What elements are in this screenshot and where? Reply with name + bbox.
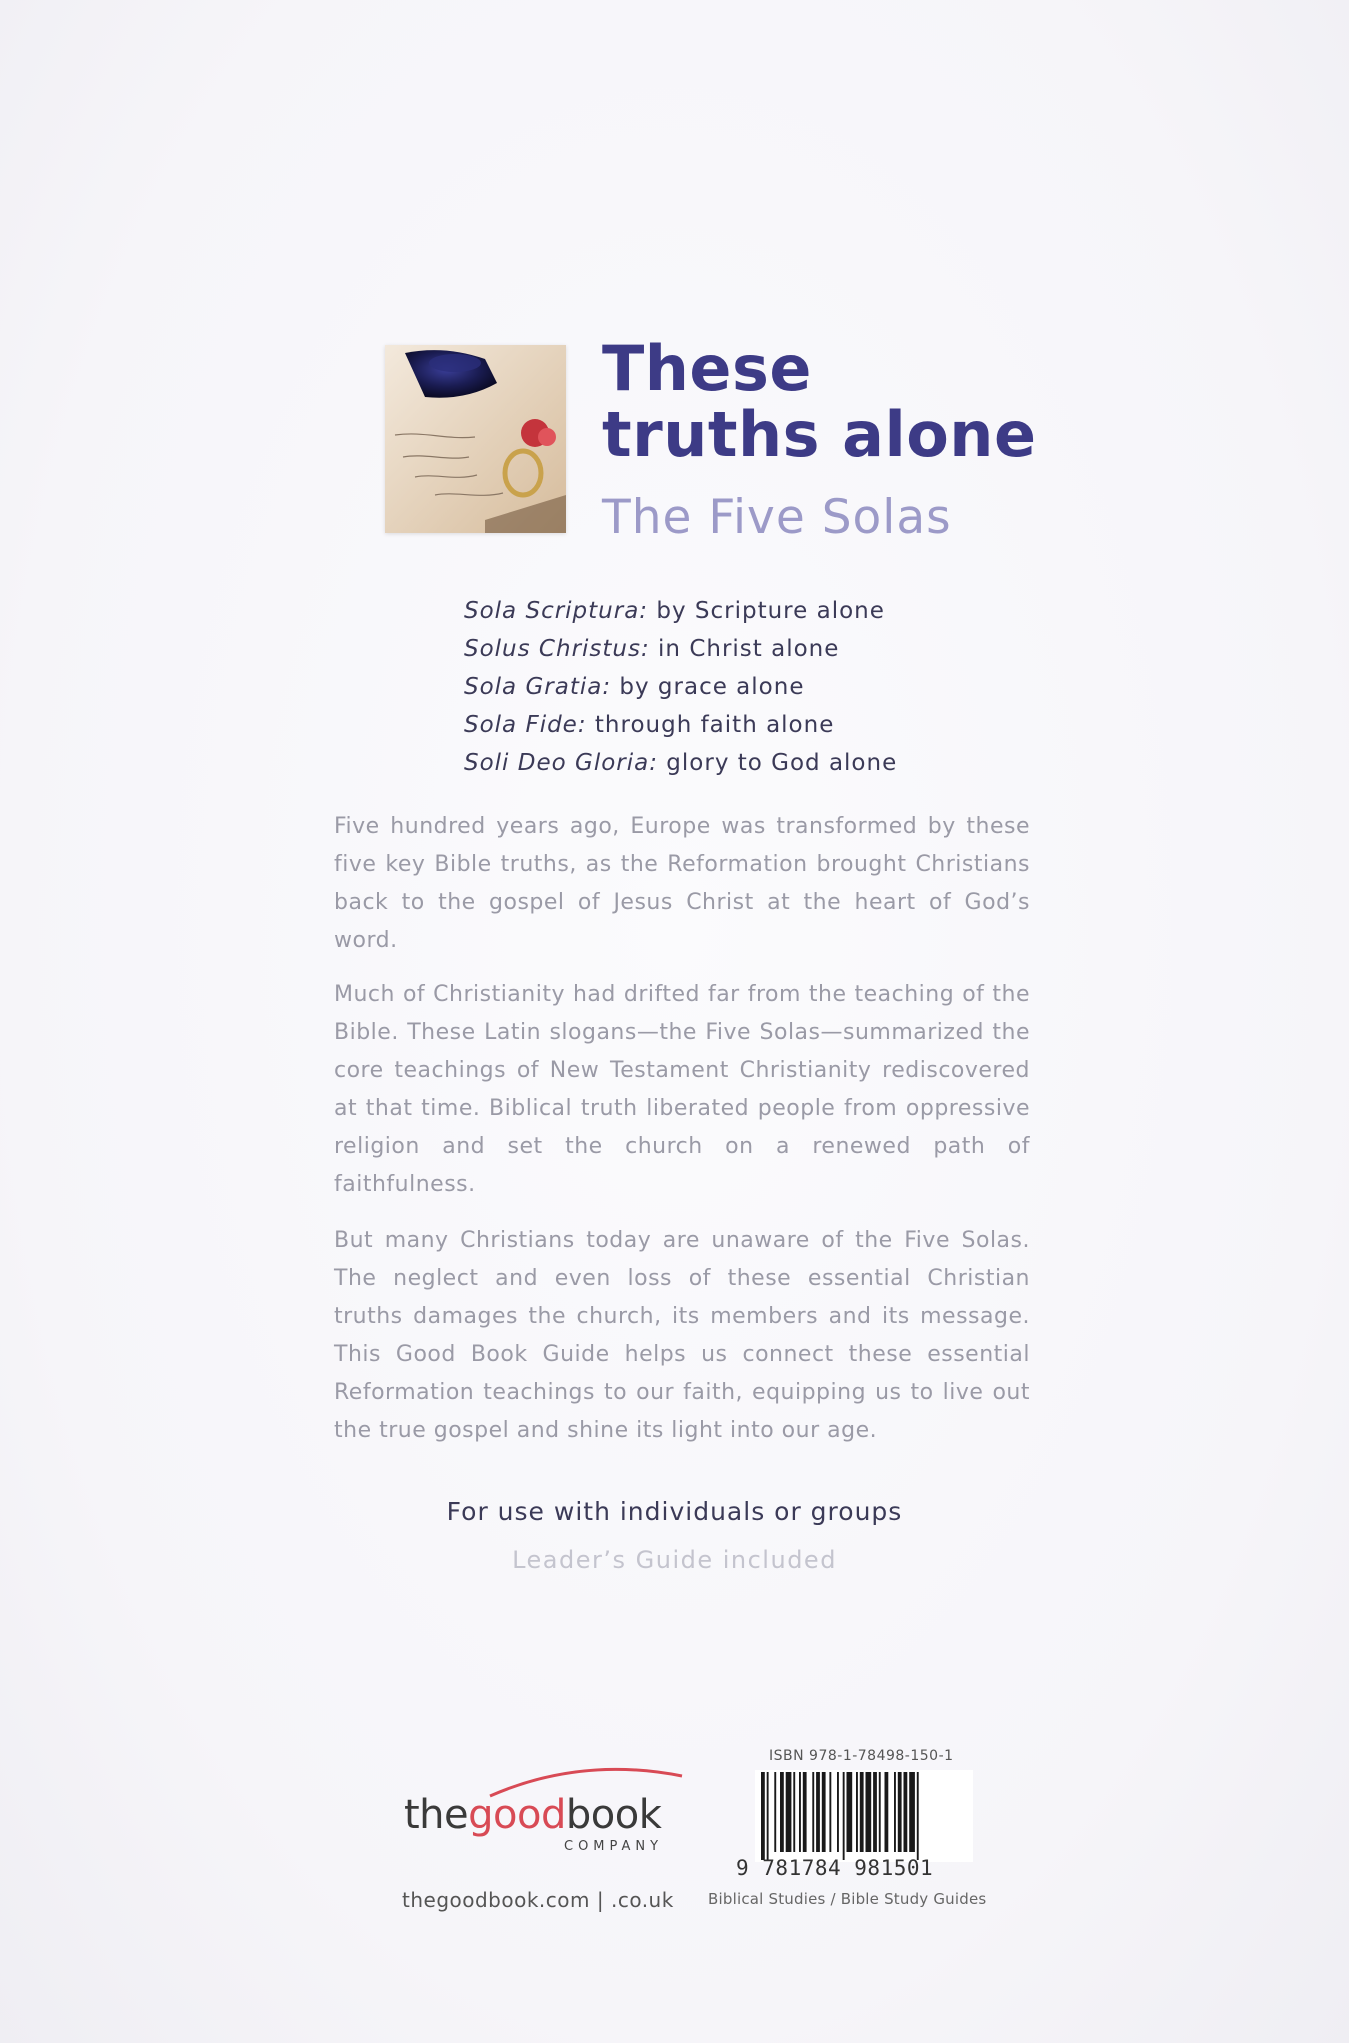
sola-english: by Scripture alone <box>656 598 885 624</box>
sola-latin: Sola Scriptura: <box>464 598 649 624</box>
sola-english: in Christ alone <box>658 636 840 662</box>
barcode-bar <box>767 1772 769 1860</box>
body-paragraph: Much of Christianity had drifted far from the teaching of the Bible. These Latin slogans—the Five Solas—summarized the core teachings of New Testament Christianity rediscovered at that time. Biblical truth liberated people from oppressive religion and set the church on a renewed path of faithfulness. <box>334 982 1030 1197</box>
isbn-label: ISBN 978-1-78498-150-1 <box>769 1748 954 1764</box>
list-item <box>464 630 897 668</box>
barcode-bar <box>837 1772 839 1852</box>
barcode-bar <box>909 1772 915 1852</box>
sola-latin: Soli Deo Gloria: <box>464 750 658 776</box>
barcode-bar <box>885 1772 889 1852</box>
barcode-digits: 9 781784 981501 <box>736 1856 934 1880</box>
book-category: Biblical Studies / Bible Study Guides <box>708 1890 987 1908</box>
barcode-bar <box>812 1772 814 1852</box>
barcode-bar <box>786 1772 792 1852</box>
sola-english: through faith alone <box>594 712 835 738</box>
publisher-logo <box>402 1762 692 1862</box>
publisher-website[interactable]: thegoodbook.com | .co.uk <box>402 1888 674 1912</box>
logo-good: good <box>468 1792 566 1838</box>
barcode-bar <box>829 1772 831 1852</box>
barcode-bar <box>761 1772 765 1860</box>
isbn-barcode <box>755 1770 973 1862</box>
barcode-bar <box>866 1772 872 1852</box>
logo-the: the <box>404 1792 469 1838</box>
body-paragraph: Five hundred years ago, Europe was transformed by these five key Bible truths, as the Reformation brought Christians back to the gospel of Jesus Christ at the heart of God’s word. <box>334 814 1030 953</box>
barcode-bar <box>843 1772 845 1860</box>
body-paragraph: But many Christians today are unaware of the Five Solas. The neglect and even loss of these essential Christian truths damages the church, its members and its message. This Good Book Guide helps us connect these essential Reformation teachings to our faith, equipping us to live out the true gospel and shine its light into our age. <box>334 1228 1030 1443</box>
list-item <box>464 592 897 630</box>
barcode-bar <box>822 1772 826 1852</box>
sola-latin: Sola Fide: <box>464 712 587 738</box>
barcode-bar <box>774 1772 776 1852</box>
leaders-guide-note: Leader’s Guide included <box>512 1546 837 1574</box>
barcode-bar <box>856 1772 858 1852</box>
solas-list <box>464 592 897 782</box>
title-line: truths alone <box>602 398 1037 471</box>
barcode-bar <box>898 1772 902 1852</box>
barcode-bar <box>894 1772 896 1852</box>
logo-book: book <box>565 1792 662 1838</box>
barcode-bar <box>816 1772 820 1852</box>
cover-thumbnail-image <box>385 345 566 533</box>
barcode-bar <box>847 1772 853 1852</box>
barcode-bar <box>860 1772 864 1852</box>
title-line: These <box>602 332 812 405</box>
barcode-bars <box>755 1770 973 1862</box>
list-item <box>464 744 897 782</box>
book-subtitle: The Five Solas <box>602 490 952 545</box>
logo-company: COMPANY <box>564 1839 664 1854</box>
audience-note: For use with individuals or groups <box>446 1497 903 1526</box>
barcode-bar <box>803 1772 807 1852</box>
sola-latin: Sola Gratia: <box>464 674 612 700</box>
list-item <box>464 668 897 706</box>
barcode-bar <box>917 1772 919 1860</box>
barcode-bar <box>793 1772 795 1852</box>
barcode-bar <box>879 1772 881 1852</box>
barcode-bar <box>780 1772 784 1852</box>
logo-wordmark <box>404 1792 661 1838</box>
barcode-bar <box>873 1772 877 1852</box>
list-item <box>464 706 897 744</box>
book-title <box>602 332 1037 471</box>
sola-english: glory to God alone <box>666 750 898 776</box>
barcode-bar <box>904 1772 908 1852</box>
barcode-bar <box>799 1772 801 1852</box>
sola-latin: Solus Christus: <box>464 636 650 662</box>
inkwell-illustration <box>385 345 566 533</box>
sola-english: by grace alone <box>619 674 805 700</box>
